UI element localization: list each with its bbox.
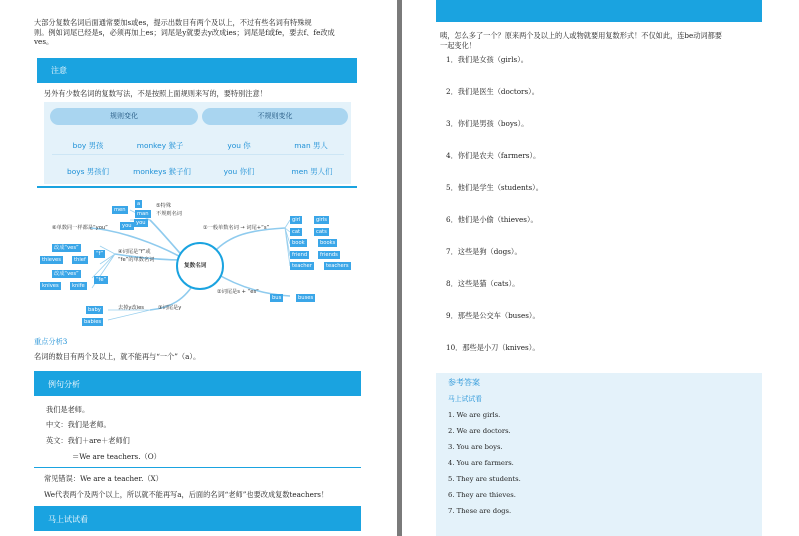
f-mark: “fe” [96,277,107,283]
mindmap-rule3: ③词尾是y [158,305,182,311]
mindmap [0,190,397,340]
table-cell: monkey 猴子 [136,141,184,150]
answer: 2. We are doctors. [448,427,511,435]
common-error-text: We代表两个及两个以上，所以就不能再写a，后面的名词“老师”也要改成复数teachers！ [44,490,329,499]
rules-table [44,102,351,184]
word-box: book [292,240,305,246]
answer: 7. These are dogs. [448,507,512,515]
question: 9．那些是公交车（buses）。 [446,311,540,320]
right-intro-line-2: 一起变化！ [440,40,476,50]
answers-label: 参考答案 [448,378,480,387]
example-bottom-rule [34,467,361,468]
note-text: 另外有少数名词的复数写法，不是按照上面规则来写的，要特别注意！ [44,89,267,98]
word-box: friend [292,252,308,258]
try-label: 马上试试看 [48,515,88,524]
word-box: teachers [326,263,349,269]
word-box: bus [272,295,282,301]
mindmap-rule3-action: 去掉y改ies [118,305,144,311]
question: 5．他们是学生（students）。 [446,183,543,192]
word-box: babies [84,319,102,325]
note-bottom-rule [37,186,357,188]
question: 10．那些是小刀（knives）。 [446,343,540,352]
table-cell: man 男人 [294,141,328,150]
question: 7．这些是狗（dogs）。 [446,247,522,256]
word-box: buses [298,295,314,301]
left-page [0,0,397,536]
question: 4．你们是农夫（farmers）。 [446,151,541,160]
top-band [436,0,762,22]
mindmap-rule5: ⑤特殊 不规则名词 [156,203,182,217]
question: 2．我们是医生（doctors）。 [446,87,539,96]
mindmap-rule6: ⑥单数同一样都是“you” [52,225,108,231]
word-box: you [122,223,132,229]
irregular-header: 不规则变化 [202,108,348,125]
word-box: baby [88,307,101,313]
key-point-text: 名词的数目有两个及以上，就不能再与“一个”（a）。 [34,352,201,361]
answers-sub: 马上试试看 [448,395,482,403]
word-box: books [320,240,336,246]
intro-line-1: 大部分复数名词后面通常要加s或es，提示出数目有两个及以上，不过有些名词有特殊规 [34,18,312,27]
word-box: thieves [42,257,61,263]
question: 3．你们是男孩（boys）。 [446,119,529,128]
table-cell: men 男人们 [291,167,333,176]
f-mark: “f” [96,251,104,257]
f-note: 改成“ves” [54,245,79,251]
example-line: 英文：我们＋are＋老师们 [46,436,130,445]
try-header [34,506,361,531]
answer: 4. You are farmers. [448,459,514,467]
answer: 5. They are students. [448,475,521,483]
word-box: thief [74,257,86,263]
table-cell: boys 男孩们 [67,167,109,176]
example-header [34,371,361,396]
word-box: men [114,207,126,213]
example-line: ＝We are teachers.（O） [72,452,161,461]
question: 6．他们是小偷（thieves）。 [446,215,538,224]
word-box: you [136,220,146,226]
table-divider [52,154,344,155]
regular-header: 规则变化 [50,108,198,125]
word-box: cat [292,229,301,235]
common-error-label: 常见错误：We are a teacher.（X） [44,474,163,483]
word-box: girl [292,217,301,223]
key-point-title: 重点分析3 [34,337,68,346]
note-header [37,58,357,83]
answer: 1. We are girls. [448,411,501,419]
word-box: knife [72,283,85,289]
mindmap-rule2: ②词尾是s + “es” [217,289,259,295]
intro-line-3: ves。 [34,37,54,46]
table-cell: monkeys 猴子们 [133,167,191,176]
table-cell: you 你 [227,141,251,150]
word-box: a [137,201,141,207]
f-note: 改成“ves” [54,271,79,277]
mindmap-rule1: ①一般单数名词 → 词尾+“s” [203,225,270,231]
question: 1．我们是女孩（girls）。 [446,55,528,64]
right-page [402,0,799,536]
table-cell: boy 男孩 [72,141,104,150]
example-line: 我们是老师。 [46,405,90,414]
word-box: friends [320,252,338,258]
intro-line-2: 则。例如词尾已经是s，必须再加上es；词尾是y就要去y改成ies；词尾是f或fe，要去f、fe改成 [34,27,335,37]
note-label: 注意 [51,66,67,75]
mindmap-rule4: ④词尾是“f”或 “fe”的单数名词 [118,249,155,263]
answer: 6. They are thieves. [448,491,516,499]
example-line: 中文：我们是老师。 [46,420,111,429]
answer: 3. You are boys. [448,443,503,451]
table-cell: you 你们 [223,167,255,176]
word-box: knives [42,283,59,289]
mindmap-center: 复数名词 [184,263,207,269]
right-intro-line-1: 咦，怎么多了一个？原来两个及以上的人或物就要用复数形式！不仅如此，连be动词都要 [440,31,722,40]
word-box: man [137,211,149,217]
example-label: 例句分析 [48,380,80,389]
word-box: teacher [292,263,312,269]
word-box: cats [316,229,327,235]
word-box: girls [316,217,328,223]
question: 8．这些是猫（cats）。 [446,279,520,288]
